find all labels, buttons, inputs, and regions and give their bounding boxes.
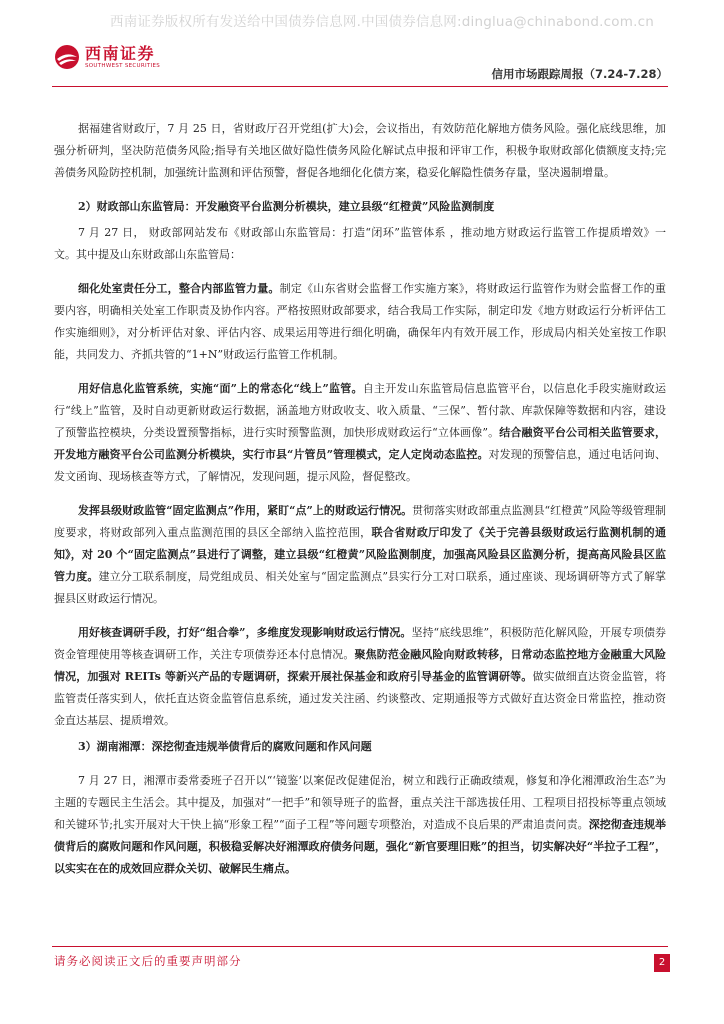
paragraph-info-system [54,378,666,488]
paragraph-fujian: 据福建省财政厅，7 月 25 日，省财政厅召开党组(扩大)会，会议指出，有效防范化解地方债务风险。强化底线思维，加强分析研判，坚决防范债务风险;指导有关地区做好隐性债务风险化解试点申报和评审工作，积极争取财政部化债额度支持;完善债务风险防控机制，加强统计监测和评估预警，督促各地细化化债方案，稳妥化解隐性债务存量，坚决遏制增量。 [54,122,666,179]
paragraph-inspection [54,622,666,732]
paragraph-emphasis-bold: 结合融资平台公司相关监管要求，开发地方融资平台公司监测分析模块，实行市县“片管员”管理模式，定人定岗动态监控。 [54,426,666,461]
paragraph-text: 7 月 27 日，湘潭市委常委班子召开以“‘镜鉴’以案促改促建促治，树立和践行正确政绩观，修复和净化湘潭政治生态”为主题的专题民主生活会。其中提及，加强对“一把手”和领导班子的监督，重点关注干部选拔任用、工程项目招投标等重点领域和关键环节;扎实开展对大干快上搞“形象工程”“面子工程”等问题专项整治，对造成不良后果的严肃追责问责。 [54,774,666,831]
header-divider [52,86,668,87]
brand-name-en: SOUTHWEST SECURITIES [85,62,161,69]
paragraph-text: 建立分工联系制度，局党组成员、相关处室与“固定监测点”县实行分工对口联系，通过座谈、现场调研等方式了解掌握县区财政运行情况。 [54,570,667,605]
watermark: 西南证券版权所有发送给中国债券信息网.中国债券信息网:dinglua@chinabond.com.cn [110,14,654,30]
paragraph-emphasis-bold: 深挖彻查违规举债背后的腐败问题和作风问题，积极稳妥解决好湘潭政府债务问题，强化“新官要理旧账”的担当，切实解决好“半拉子工程”，以实实在在的成效回应群众关切、破解民生痛点。 [54,818,667,875]
paragraph-text: 对发现的预警信息，通过电话问询、发文函询、现场核查等方式，了解情况，发现问题，提示风险，督促整改。 [54,448,667,483]
paragraph-lead-bold: 用好信息化监管系统，实施“面”上的常态化“线上”监管。 [78,382,363,395]
logo-emblem-icon [54,44,80,70]
brand-name-cn: 西南证券 [85,43,156,63]
footer-disclaimer: 请务必阅读正文后的重要声明部分 [54,954,242,968]
paragraph-lead-bold: 细化处室责任分工，整合内部监管力量。 [78,282,280,295]
footer-divider [52,946,668,947]
paragraph-text: 坚持“底线思维”，积极防范化解风险，开展专项债券资金管理使用等核查调研工作，关注专项债券还本付息情况。 [54,626,667,661]
paragraph-monitoring-points [54,500,666,610]
paragraph-text: 做实做细直达资金监管，将监管责任落实到人，依托直达资金监管信息系统，通过发关注函、约谈整改、定期通报等方式做好直达资金日常监控，推动资金直达基层、提质增效。 [54,670,666,727]
section-heading-shandong: 2）财政部山东监管局：开发融资平台监测分析模块，建立县级“红橙黄”风险监测制度 [78,200,495,213]
paragraph-text: 贯彻落实财政部重点监测县“红橙黄”风险等级管理制度要求，将财政部列入重点监测范围的县区全部纳入监控范围， [54,504,667,539]
paragraph-lead-bold: 用好核查调研手段，打好“组合拳”，多维度发现影响财政运行情况。 [78,626,412,639]
paragraph-xiangtan [54,770,666,880]
paragraph-lead-bold: 发挥县级财政监管“固定监测点”作用，紧盯“点”上的财政运行情况。 [78,504,413,517]
paragraph-emphasis-bold: 聚焦防范金融风险向财政转移，日常动态监控地方金融重大风险情况，加强对 REITs 等新兴产品的专题调研，探索开展社保基金和政府引导基金的监管调研等。 [54,648,666,683]
paragraph-text: 制定《山东省财会监督工作实施方案》，将财政运行监管作为财会监督工作的重要内容，明确相关处室工作职责及协作内容。严格按照财政部要求，结合我局工作实际，制定印发《地方财政运行分析评估工作实施细则》，对分析评估对象、评估内容、成果运用等进行细化明确，确保年内有效开展工作，形成局内相关处室按工作职能，共同发力、齐抓共管的“1+N”财政运行监管工作机制。 [54,282,667,361]
paragraph-emphasis-bold: 联合省财政厅印发了《关于完善县级财政运行监测机制的通知》，对 20 个“固定监测点”县进行了调整，建立县级“红橙黄”风险监测制度，加强高风险县区监测分析，提高高风险县区监管力度。 [54,526,667,583]
article-body [54,118,666,880]
section-heading-xiangtan: 3）湖南湘潭：深挖彻查违规举债背后的腐败问题和作风问题 [78,740,372,753]
paragraph-shandong-intro: 7 月 27 日， 财政部网站发布《财政部山东监管局：打造“闭环”监管体系 ，推动地方财政运行监管工作提质增效》一文。其中提及山东财政部山东监管局： [54,226,666,261]
paragraph-text: 自主开发山东监管局信息监管平台，以信息化手段实施财政运行“线上”监管，及时自动更新财政运行数据，涵盖地方财政收支、收入质量、“三保”、暂付款、库款保障等数据和内容，建设了预警监控模块，分类设置预警指标，进行实时预警监测，加快形成财政运行“立体画像”。 [54,382,667,439]
report-title: 信用市场跟踪周报（7.24-7.28） [491,67,668,81]
company-logo [54,44,160,70]
paragraph-responsibility [54,278,666,366]
page-number: 2 [654,954,670,972]
